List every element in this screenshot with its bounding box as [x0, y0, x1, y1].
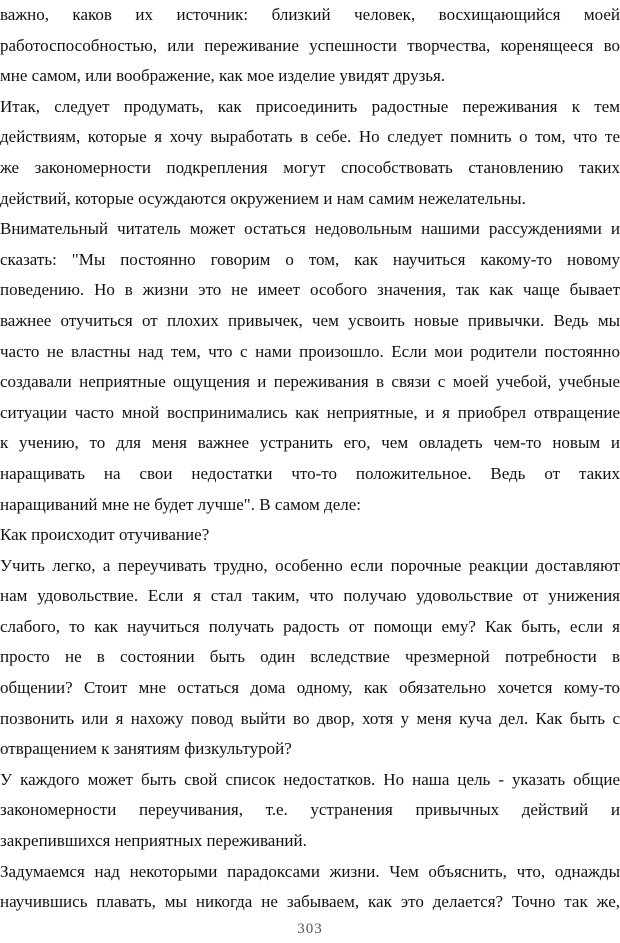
text-line: создавали неприятные ощущения и переживания в связи с моей учебой, учебные: [0, 372, 620, 392]
text-line: же закономерности подкрепления могут способствовать становлению таких: [0, 157, 620, 177]
paragraph: [0, 551, 620, 765]
text-line: ситуации часто мной воспринимались как неприятные, и я приобрел отвращение: [0, 402, 620, 422]
paragraph: [0, 0, 620, 92]
paragraph: [0, 92, 620, 214]
text-line: нам удовольствие. Если я стал таким, что получаю удовольствие от унижения: [0, 586, 620, 606]
text-line: закономерности переучивания, т.е. устранения привычных действий и: [0, 800, 620, 820]
text-line: действий, которые осуждаются окружением и нам самим нежелательны.: [0, 188, 526, 208]
paragraph: [0, 520, 620, 551]
text-line: Внимательный читатель может остаться недовольным нашими рассуждениями и: [0, 219, 620, 239]
text-line: Как происходит отучивание?: [0, 525, 210, 545]
text-line: к учению, то для меня важнее устранить его, чем овладеть чем-то новым и: [0, 433, 620, 453]
text-line: мне самом, или воображение, как мое изделие увидят друзья.: [0, 66, 446, 86]
text-line: закрепившихся неприятных переживаний.: [0, 831, 307, 851]
text-line: отвращением к занятиям физкультурой?: [0, 739, 292, 759]
paragraph: [0, 765, 620, 857]
text-line: Задумаемся над некоторыми парадоксами жизни. Чем объяснить, что, однажды: [0, 861, 620, 881]
text-line: наращивать на свои недостатки что-то положительное. Ведь от таких: [0, 463, 620, 483]
paragraph: [0, 214, 620, 520]
text-line: общении? Стоит мне остаться дома одному, как обязательно хочется кому-то: [0, 678, 620, 698]
text-line: действиям, которые я хочу выработать в себе. Но следует помнить о том, что те: [0, 127, 620, 147]
text-line: поведению. Но в жизни это не имеет особого значения, так как чаще бывает: [0, 280, 620, 300]
text-line: позвонить или я нахожу повод выйти во двор, хотя у меня куча дел. Как быть с: [0, 708, 620, 728]
text-line: научившись плавать, мы никогда не забываем, как это делается? Точно так же,: [0, 892, 620, 912]
text-line: работоспособностью, или переживание успешности творчества, коренящееся во: [0, 35, 620, 55]
paragraph: [0, 857, 620, 918]
text-line: Учить легко, а переучивать трудно, особенно если порочные реакции доставляют: [0, 555, 620, 575]
text-line: часто не властны над тем, что с нами произошло. Если мои родители постоянно: [0, 341, 620, 361]
text-line: У каждого может быть свой список недостатков. Но наша цель - указать общие: [0, 769, 620, 789]
text-line: важнее отучиться от плохих привычек, чем усвоить новые привычки. Ведь мы: [0, 310, 620, 330]
text-line: слабого, то как научиться получать радость от помощи ему? Как быть, если я: [0, 616, 620, 636]
text-line: Итак, следует продумать, как присоединить радостные переживания к тем: [0, 96, 620, 116]
text-line: наращиваний мне не будет лучше". В самом деле:: [0, 494, 362, 514]
text-line: важно, каков их источник: близкий человек, восхищающийся моей: [0, 5, 620, 24]
page-number: 303: [297, 921, 323, 937]
text-line: просто не в состоянии быть один вследствие чрезмерной потребности в: [0, 647, 620, 667]
text-line: сказать: "Мы постоянно говорим о том, как научиться какому-то новому: [0, 249, 620, 269]
